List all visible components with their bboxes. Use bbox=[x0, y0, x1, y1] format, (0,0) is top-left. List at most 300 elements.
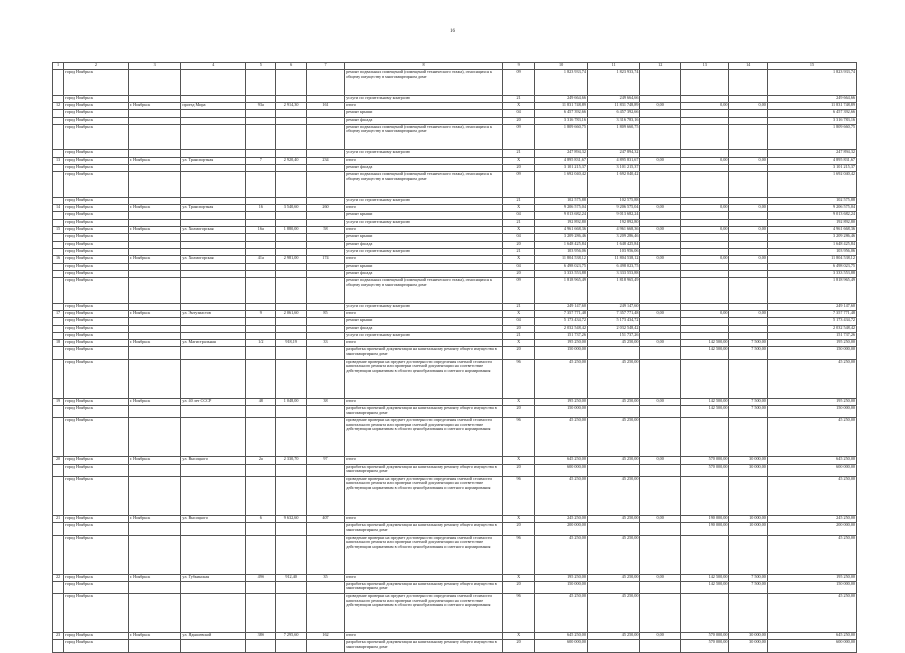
table-cell: 7 500,00 bbox=[729, 406, 767, 418]
table-cell: 09 bbox=[502, 278, 534, 304]
table-cell bbox=[306, 110, 344, 117]
table-cell: разработка проектной документации на капитальному ремонту общего имущества в многоквартирном доме bbox=[345, 464, 503, 476]
table-cell bbox=[306, 359, 344, 398]
table-cell bbox=[181, 278, 246, 304]
table-cell: ул. Холмогорская bbox=[181, 256, 246, 263]
table-cell bbox=[246, 234, 276, 241]
table-cell: 3 316 783,16 bbox=[767, 117, 856, 124]
table-cell: 161 bbox=[306, 103, 344, 110]
table-cell bbox=[246, 303, 276, 310]
table-cell bbox=[680, 270, 729, 277]
table-cell: 645 250,00 bbox=[535, 633, 588, 640]
table-cell bbox=[729, 476, 767, 515]
table-cell: 142 500,00 bbox=[680, 398, 729, 405]
table-cell: город Ноябрьск bbox=[64, 212, 129, 219]
table-row-house-total bbox=[53, 574, 857, 581]
table-cell bbox=[181, 581, 246, 593]
table-row bbox=[53, 347, 857, 359]
table-cell bbox=[306, 263, 344, 270]
table-cell: 09 bbox=[502, 70, 534, 96]
table-cell bbox=[53, 270, 64, 277]
table-cell bbox=[181, 124, 246, 150]
table-cell bbox=[246, 150, 276, 157]
table-cell bbox=[729, 172, 767, 198]
table-cell bbox=[181, 303, 246, 310]
table-cell bbox=[246, 241, 276, 248]
table-cell: город Ноябрьск bbox=[64, 464, 129, 476]
table-cell bbox=[640, 347, 680, 359]
table-cell bbox=[53, 332, 64, 339]
table-cell bbox=[181, 270, 246, 277]
table-cell: 0,00 bbox=[640, 310, 680, 317]
table-cell: 102 575,88 bbox=[767, 197, 856, 204]
table-cell bbox=[181, 241, 246, 248]
table-cell bbox=[181, 535, 246, 574]
table-cell: 1 809 660,75 bbox=[535, 124, 588, 150]
table-cell: услуги по строительному контролю bbox=[345, 248, 503, 255]
table-cell: 9 206 575,04 bbox=[767, 205, 856, 212]
table-cell bbox=[640, 165, 680, 172]
table-cell: 645 250,00 bbox=[767, 457, 856, 464]
table-cell: г. Ноябрьск bbox=[128, 103, 181, 110]
table-cell: 20 bbox=[502, 523, 534, 535]
table-cell bbox=[53, 212, 64, 219]
table-cell: 247 894,32 bbox=[587, 150, 640, 157]
table-cell: 45 250,00 bbox=[587, 515, 640, 522]
table-cell bbox=[246, 359, 276, 398]
table-cell: 0,00 bbox=[640, 574, 680, 581]
table-cell bbox=[181, 110, 246, 117]
table-cell: проведение проверки на предмет достоверности определения сметной стоимости капитального ремонта или проверки сметной документации на соответствие действующим нормативам в области ценообразования и сметного нормирования bbox=[345, 359, 503, 398]
table-cell: 21 bbox=[502, 150, 534, 157]
table-cell: город Ноябрьск bbox=[64, 398, 129, 405]
table-row bbox=[53, 318, 857, 325]
table-row bbox=[53, 150, 857, 157]
table-cell: 407 bbox=[306, 515, 344, 522]
table-cell: 18 bbox=[53, 340, 64, 347]
table-cell: 30 000,00 bbox=[729, 640, 767, 652]
table-cell bbox=[276, 212, 306, 219]
table-cell: 0,00 bbox=[680, 157, 729, 164]
table-cell: город Ноябрьск bbox=[64, 270, 129, 277]
table-cell bbox=[53, 219, 64, 226]
table-cell bbox=[729, 219, 767, 226]
table-cell: 0,00 bbox=[680, 103, 729, 110]
table-cell: 12 bbox=[53, 103, 64, 110]
table-cell: город Ноябрьск bbox=[64, 359, 129, 398]
table-cell: 3 316 783,16 bbox=[535, 117, 588, 124]
table-cell bbox=[181, 95, 246, 102]
table-cell bbox=[276, 464, 306, 476]
table-cell: итого bbox=[345, 398, 503, 405]
table-cell bbox=[640, 640, 680, 652]
table-cell bbox=[276, 70, 306, 96]
table-cell: 45 250,00 bbox=[587, 359, 640, 398]
table-cell: город Ноябрьск bbox=[64, 172, 129, 198]
table-cell bbox=[640, 325, 680, 332]
table-cell: 4 895 831,67 bbox=[535, 157, 588, 164]
table-cell: ремонт подвальных помещений (помещений технического этажа), относящихся к общему имуществу в многоквартирном доме bbox=[345, 278, 503, 304]
table-cell bbox=[640, 95, 680, 102]
table-cell bbox=[729, 197, 767, 204]
table-cell bbox=[53, 95, 64, 102]
table-cell: 1 809 660,75 bbox=[587, 124, 640, 150]
table-cell bbox=[128, 197, 181, 204]
table-cell bbox=[53, 418, 64, 457]
table-cell: 13 bbox=[53, 157, 64, 164]
table-cell: итого bbox=[345, 157, 503, 164]
table-cell: 0,00 bbox=[729, 310, 767, 317]
table-cell: ул. Транспортная bbox=[181, 157, 246, 164]
table-cell bbox=[128, 476, 181, 515]
table-cell: разработка проектной документации на капитальному ремонту общего имущества в многоквартирном доме bbox=[345, 347, 503, 359]
table-cell bbox=[128, 124, 181, 150]
table-cell bbox=[181, 165, 246, 172]
table-cell: 1 692 040,42 bbox=[535, 172, 588, 198]
table-cell: 2 032 548,42 bbox=[767, 325, 856, 332]
table-cell bbox=[729, 234, 767, 241]
table-cell bbox=[306, 476, 344, 515]
table-cell: 103 956,06 bbox=[767, 248, 856, 255]
table-cell bbox=[53, 165, 64, 172]
table-cell bbox=[276, 406, 306, 418]
table-cell: 45 250,00 bbox=[535, 476, 588, 515]
table-cell bbox=[246, 70, 276, 96]
table-cell bbox=[246, 418, 276, 457]
table-cell: 912,40 bbox=[276, 574, 306, 581]
table-cell bbox=[640, 124, 680, 150]
table-cell: город Ноябрьск bbox=[64, 241, 129, 248]
table-cell: 3 333 553,88 bbox=[587, 270, 640, 277]
table-cell bbox=[128, 406, 181, 418]
table-cell: 30 000,00 bbox=[729, 457, 767, 464]
table-cell bbox=[306, 406, 344, 418]
table-cell: город Ноябрьск bbox=[64, 418, 129, 457]
table-cell bbox=[246, 332, 276, 339]
table-cell: город Ноябрьск bbox=[64, 515, 129, 522]
table-cell: 4 961 668,36 bbox=[535, 227, 588, 234]
table-cell bbox=[640, 303, 680, 310]
table-cell bbox=[246, 172, 276, 198]
table-cell: ул. Магистральная bbox=[181, 340, 246, 347]
table-cell bbox=[680, 124, 729, 150]
table-cell bbox=[53, 172, 64, 198]
table-cell bbox=[128, 278, 181, 304]
table-cell: город Ноябрьск bbox=[64, 535, 129, 574]
table-cell bbox=[181, 325, 246, 332]
table-cell bbox=[680, 318, 729, 325]
table-cell: 1 823 933,74 bbox=[767, 70, 856, 96]
table-cell: 45 250,00 bbox=[535, 594, 588, 633]
table-cell bbox=[181, 212, 246, 219]
table-row-house-total bbox=[53, 457, 857, 464]
table-cell: г. Ноябрьск bbox=[128, 205, 181, 212]
table-cell: 96 bbox=[502, 359, 534, 398]
table-cell: 2 032 548,42 bbox=[535, 325, 588, 332]
table-cell bbox=[640, 581, 680, 593]
table-row-house-total bbox=[53, 227, 857, 234]
table-cell: X bbox=[502, 205, 534, 212]
table-cell bbox=[276, 124, 306, 150]
table-cell: 150 000,00 bbox=[535, 347, 588, 359]
table-cell: город Ноябрьск bbox=[64, 227, 129, 234]
table-cell bbox=[680, 172, 729, 198]
table-cell: ремонт крыши bbox=[345, 263, 503, 270]
table-row bbox=[53, 241, 857, 248]
table-cell: 5 173 434,72 bbox=[767, 318, 856, 325]
table-cell bbox=[181, 150, 246, 157]
table-cell: г. Ноябрьск bbox=[128, 633, 181, 640]
table-cell: 10 000,00 bbox=[729, 523, 767, 535]
table-cell: 249 147,60 bbox=[767, 303, 856, 310]
table-cell: 16 bbox=[246, 205, 276, 212]
table-cell bbox=[246, 270, 276, 277]
table-cell: итого bbox=[345, 633, 503, 640]
table-cell bbox=[181, 263, 246, 270]
capital-repair-register-table bbox=[52, 62, 857, 653]
table-cell: 23 bbox=[53, 633, 64, 640]
column-number: 10 bbox=[535, 63, 588, 70]
column-number: 9 bbox=[502, 63, 534, 70]
table-cell: услуги по строительному контролю bbox=[345, 150, 503, 157]
table-cell bbox=[53, 359, 64, 398]
table-cell bbox=[306, 117, 344, 124]
table-cell: 45 250,00 bbox=[587, 633, 640, 640]
table-cell: город Ноябрьск bbox=[64, 124, 129, 150]
table-cell: услуги по строительному контролю bbox=[345, 219, 503, 226]
table-cell bbox=[246, 263, 276, 270]
table-cell bbox=[680, 150, 729, 157]
table-cell: 22 bbox=[53, 574, 64, 581]
table-row bbox=[53, 270, 857, 277]
table-cell bbox=[246, 347, 276, 359]
table-cell: 0,00 bbox=[640, 227, 680, 234]
table-cell bbox=[53, 117, 64, 124]
table-cell: 49б bbox=[246, 574, 276, 581]
table-cell: 6 bbox=[246, 515, 276, 522]
table-cell: 1 818 965,49 bbox=[767, 278, 856, 304]
table-cell bbox=[128, 263, 181, 270]
table-cell: 20 bbox=[502, 640, 534, 652]
page-number: 16 bbox=[450, 29, 455, 34]
table-row bbox=[53, 535, 857, 574]
table-cell: 0,00 bbox=[680, 256, 729, 263]
table-cell: 249 664,66 bbox=[767, 95, 856, 102]
table-cell: 45 250,00 bbox=[587, 594, 640, 633]
table-row bbox=[53, 332, 857, 339]
table-cell: X bbox=[502, 398, 534, 405]
table-cell: 85 bbox=[306, 310, 344, 317]
table-row bbox=[53, 110, 857, 117]
table-cell: итого bbox=[345, 310, 503, 317]
table-cell bbox=[53, 241, 64, 248]
table-cell: 142 500,00 bbox=[680, 574, 729, 581]
table-cell bbox=[246, 476, 276, 515]
table-cell: город Ноябрьск bbox=[64, 103, 129, 110]
table-cell: 45 250,00 bbox=[767, 535, 856, 574]
table-cell bbox=[128, 150, 181, 157]
table-cell bbox=[306, 70, 344, 96]
table-row bbox=[53, 303, 857, 310]
table-cell bbox=[246, 581, 276, 593]
table-row bbox=[53, 124, 857, 150]
table-cell bbox=[128, 332, 181, 339]
table-cell: 3 333 553,88 bbox=[767, 270, 856, 277]
table-cell bbox=[306, 535, 344, 574]
table-cell: 0,00 bbox=[640, 340, 680, 347]
table-cell: город Ноябрьск bbox=[64, 523, 129, 535]
table-cell bbox=[276, 263, 306, 270]
table-cell bbox=[729, 594, 767, 633]
table-cell: 20 bbox=[53, 457, 64, 464]
table-cell bbox=[306, 278, 344, 304]
table-cell bbox=[128, 234, 181, 241]
table-cell bbox=[306, 640, 344, 652]
table-cell bbox=[680, 325, 729, 332]
table-cell bbox=[640, 110, 680, 117]
table-cell: 9 bbox=[246, 310, 276, 317]
table-cell: 0,00 bbox=[640, 457, 680, 464]
table-cell: 1 809 660,75 bbox=[767, 124, 856, 150]
table-cell bbox=[128, 219, 181, 226]
table-cell: 1 048,00 bbox=[276, 398, 306, 405]
table-cell bbox=[680, 165, 729, 172]
table-cell: ремонт крыши bbox=[345, 234, 503, 241]
table-row bbox=[53, 594, 857, 633]
table-cell bbox=[246, 318, 276, 325]
table-cell: 151 737,26 bbox=[587, 332, 640, 339]
table-cell bbox=[306, 150, 344, 157]
table-cell: город Ноябрьск bbox=[64, 234, 129, 241]
table-cell: 645 250,00 bbox=[767, 633, 856, 640]
table-row bbox=[53, 581, 857, 593]
table-cell: город Ноябрьск bbox=[64, 165, 129, 172]
table-cell: 570 000,00 bbox=[680, 640, 729, 652]
table-cell: 20 bbox=[502, 347, 534, 359]
table-cell: 0,00 bbox=[729, 227, 767, 234]
table-cell: 4 961 668,36 bbox=[587, 227, 640, 234]
table-cell bbox=[729, 110, 767, 117]
table-cell bbox=[53, 581, 64, 593]
table-cell: 45 250,00 bbox=[767, 359, 856, 398]
table-cell bbox=[276, 332, 306, 339]
table-cell bbox=[128, 172, 181, 198]
column-number: 3 bbox=[128, 63, 181, 70]
table-cell bbox=[640, 476, 680, 515]
table-cell bbox=[587, 406, 640, 418]
table-cell bbox=[306, 197, 344, 204]
table-row bbox=[53, 406, 857, 418]
table-cell: 0,00 bbox=[640, 633, 680, 640]
table-cell: 21 bbox=[502, 248, 534, 255]
table-cell bbox=[680, 212, 729, 219]
table-cell: город Ноябрьск bbox=[64, 340, 129, 347]
table-cell: 45 250,00 bbox=[587, 398, 640, 405]
table-cell bbox=[181, 117, 246, 124]
table-cell bbox=[181, 594, 246, 633]
table-cell bbox=[640, 406, 680, 418]
table-row-house-total bbox=[53, 256, 857, 263]
table-cell: ул. 40 лет СССР bbox=[181, 398, 246, 405]
table-cell: 04 bbox=[502, 110, 534, 117]
table-cell bbox=[640, 197, 680, 204]
table-cell: город Ноябрьск bbox=[64, 70, 129, 96]
table-cell bbox=[640, 270, 680, 277]
table-cell bbox=[729, 359, 767, 398]
column-number: 13 bbox=[680, 63, 729, 70]
table-cell bbox=[181, 234, 246, 241]
table-cell: 150 000,00 bbox=[767, 581, 856, 593]
table-cell bbox=[181, 359, 246, 398]
table-cell bbox=[53, 594, 64, 633]
table-cell: 45 250,00 bbox=[535, 359, 588, 398]
table-cell bbox=[246, 406, 276, 418]
table-row bbox=[53, 172, 857, 198]
table-cell: 1 823 933,74 bbox=[587, 70, 640, 96]
table-cell bbox=[680, 219, 729, 226]
table-cell bbox=[587, 581, 640, 593]
table-cell: 600 000,00 bbox=[767, 640, 856, 652]
table-cell bbox=[246, 110, 276, 117]
table-cell: 97 bbox=[306, 457, 344, 464]
table-cell: 38б bbox=[246, 633, 276, 640]
table-cell: 103 956,06 bbox=[587, 248, 640, 255]
table-cell: 200 000,00 bbox=[767, 523, 856, 535]
table-cell: город Ноябрьск bbox=[64, 310, 129, 317]
table-cell: 45 250,00 bbox=[535, 418, 588, 457]
table-cell: 0,00 bbox=[640, 398, 680, 405]
table-cell bbox=[729, 241, 767, 248]
table-cell bbox=[128, 241, 181, 248]
table-cell: 249 147,60 bbox=[587, 303, 640, 310]
table-cell: 2 032 548,42 bbox=[587, 325, 640, 332]
table-cell bbox=[53, 124, 64, 150]
table-cell: 142 500,00 bbox=[680, 347, 729, 359]
table-row-house-total bbox=[53, 515, 857, 522]
table-cell: 0,00 bbox=[729, 103, 767, 110]
table-cell: разработка проектной документации на капитальному ремонту общего имущества в многоквартирном доме bbox=[345, 581, 503, 593]
table-cell bbox=[680, 263, 729, 270]
table-cell: 6 457 392,66 bbox=[587, 110, 640, 117]
table-cell bbox=[729, 165, 767, 172]
table-cell: город Ноябрьск bbox=[64, 594, 129, 633]
table-cell: 0,00 bbox=[729, 157, 767, 164]
table-cell bbox=[276, 234, 306, 241]
table-cell bbox=[246, 535, 276, 574]
table-cell bbox=[53, 523, 64, 535]
table-cell: разработка проектной документации на капитальному ремонту общего имущества в многоквартирном доме bbox=[345, 406, 503, 418]
table-cell: 200 000,00 bbox=[535, 523, 588, 535]
table-cell: 11 831 748,89 bbox=[767, 103, 856, 110]
table-cell bbox=[53, 278, 64, 304]
table-cell: 142 500,00 bbox=[680, 406, 729, 418]
table-cell bbox=[128, 270, 181, 277]
table-cell: 249 664,66 bbox=[535, 95, 588, 102]
table-cell: 142 500,00 bbox=[680, 581, 729, 593]
table-cell bbox=[246, 212, 276, 219]
table-cell: 150 000,00 bbox=[767, 347, 856, 359]
table-cell: 260 bbox=[306, 205, 344, 212]
table-cell bbox=[729, 263, 767, 270]
table-cell: 16 bbox=[53, 256, 64, 263]
table-cell: 15 bbox=[53, 227, 64, 234]
table-cell: 195 250,00 bbox=[535, 398, 588, 405]
table-cell: 2 914,30 bbox=[276, 103, 306, 110]
table-cell: город Ноябрьск bbox=[64, 347, 129, 359]
table-cell: итого bbox=[345, 515, 503, 522]
table-cell: ремонт крыши bbox=[345, 212, 503, 219]
table-cell: итого bbox=[345, 256, 503, 263]
